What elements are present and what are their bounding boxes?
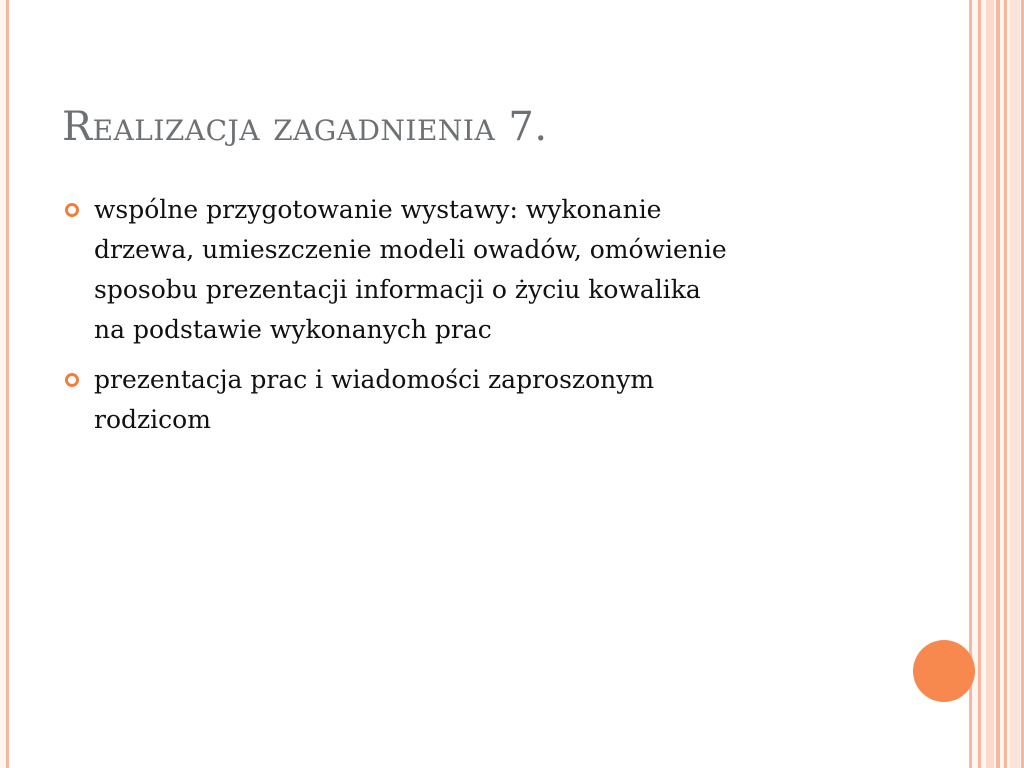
decorative-circle [913,640,975,702]
bullet-item [62,190,892,350]
decorative-stripe [978,0,981,768]
bullet-line: wspólne przygotowanie wystawy: wykonanie [94,195,662,224]
bullet-line: drzewa, umieszczenie modeli owadów, omówienie [94,235,727,264]
bullet-item [62,360,892,440]
bullet-icon [65,203,79,217]
bullet-line: sposobu prezentacji informacji o życiu kowalika [94,275,701,304]
decorative-stripe [996,0,1000,768]
bullet-icon [65,373,79,387]
bullet-list [62,190,892,450]
bullet-line: rodzicom [94,405,211,434]
bullet-line: prezentacja prac i wiadomości zaproszonym [94,365,655,394]
decorative-stripe [986,0,994,768]
bullet-line: na podstawie wykonanych prac [94,315,492,344]
slide-title: Realizacja zagadnienia 7. [62,104,548,150]
decorative-stripe [1004,0,1007,768]
decorative-stripe [1010,0,1020,768]
